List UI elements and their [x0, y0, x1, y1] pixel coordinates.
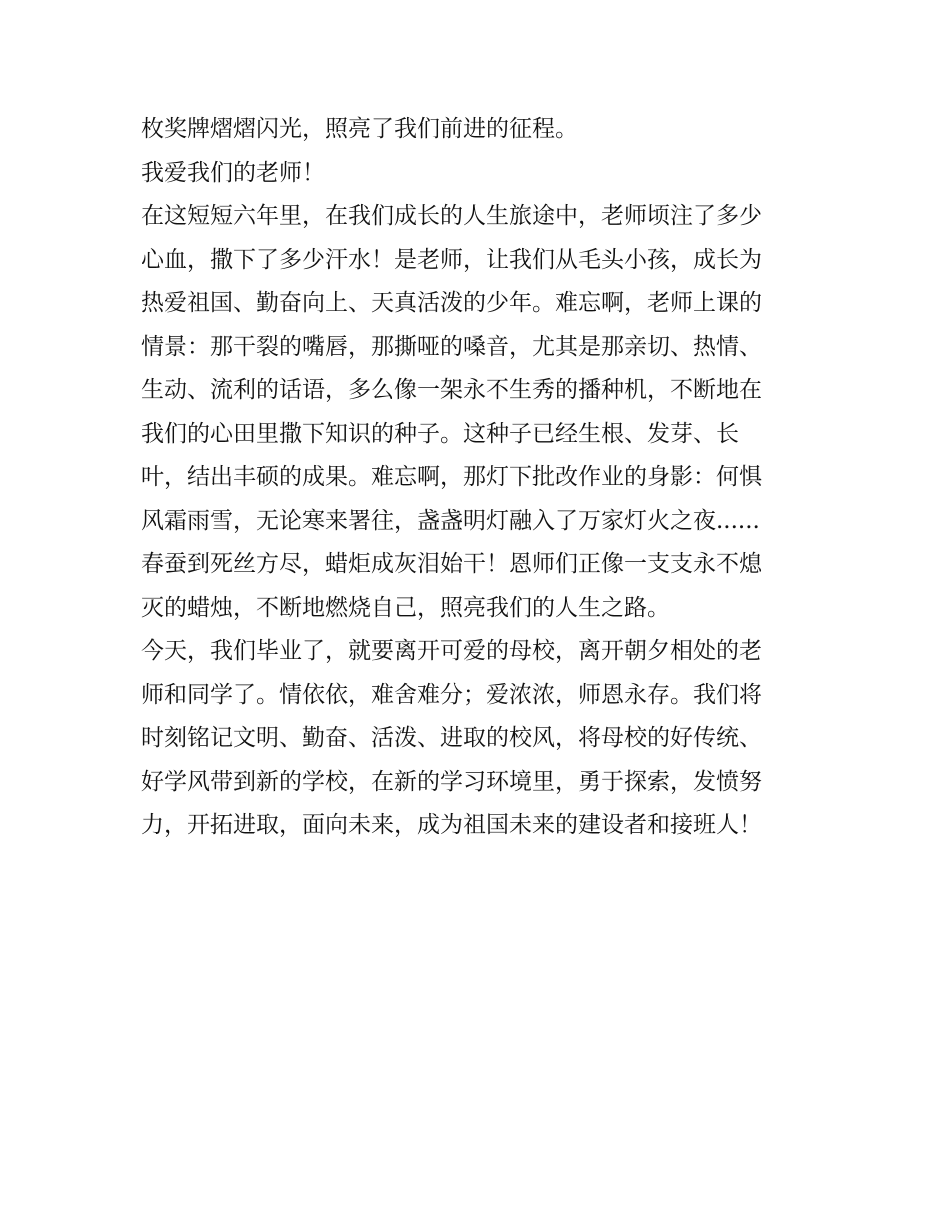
text-line: 热爱祖国、勤奋向上、天真活泼的少年。难忘啊，老师上课的: [141, 290, 762, 316]
text-line: 在这短短六年里，在我们成长的人生旅途中，老师顷注了多少: [141, 203, 762, 229]
text-line: 我爱我们的老师！: [141, 159, 325, 186]
text-line: 生动、流利的话语，多么像一架永不生秀的播种机，不断地在: [141, 377, 762, 403]
text-line: 师和同学了。情依依，难舍难分；爱浓浓，师恩永存。我们将: [141, 681, 762, 708]
text-line: 灭的蜡烛，不断地燃烧自己，照亮我们的人生之路。: [141, 594, 670, 621]
text-line: 力，开拓进取，面向未来，成为祖国未来的建设者和接班人！: [141, 812, 762, 838]
text-line: 好学风带到新的学校，在新的学习环境里，勇于探索，发愤努: [141, 768, 762, 795]
document-body: [141, 108, 821, 848]
text-line: 叶，结出丰硕的成果。难忘啊，那灯下批改作业的身影：何惧: [141, 464, 762, 490]
text-line: 我们的心田里撒下知识的种子。这种子已经生根、发芽、长: [141, 420, 739, 447]
text-line: 今天，我们毕业了，就要离开可爱的母校，离开朝夕相处的老: [141, 638, 762, 664]
text-line: 情景：那干裂的嘴唇，那撕哑的嗓音，尤其是那亲切、热情、: [141, 333, 762, 360]
text-line: 心血，撒下了多少汗水！是老师，让我们从毛头小孩，成长为: [141, 246, 762, 273]
text-line: 风霜雨雪，无论寒来署往，盏盏明灯融入了万家灯火之夜......: [141, 507, 760, 534]
text-line: 时刻铭记文明、勤奋、活泼、进取的校风，将母校的好传统、: [141, 725, 762, 751]
text-line: 春蚕到死丝方尽，蜡炬成灰泪始干！恩师们正像一支支永不熄: [141, 551, 762, 577]
text-line: 枚奖牌熠熠闪光，照亮了我们前进的征程。: [141, 116, 578, 142]
